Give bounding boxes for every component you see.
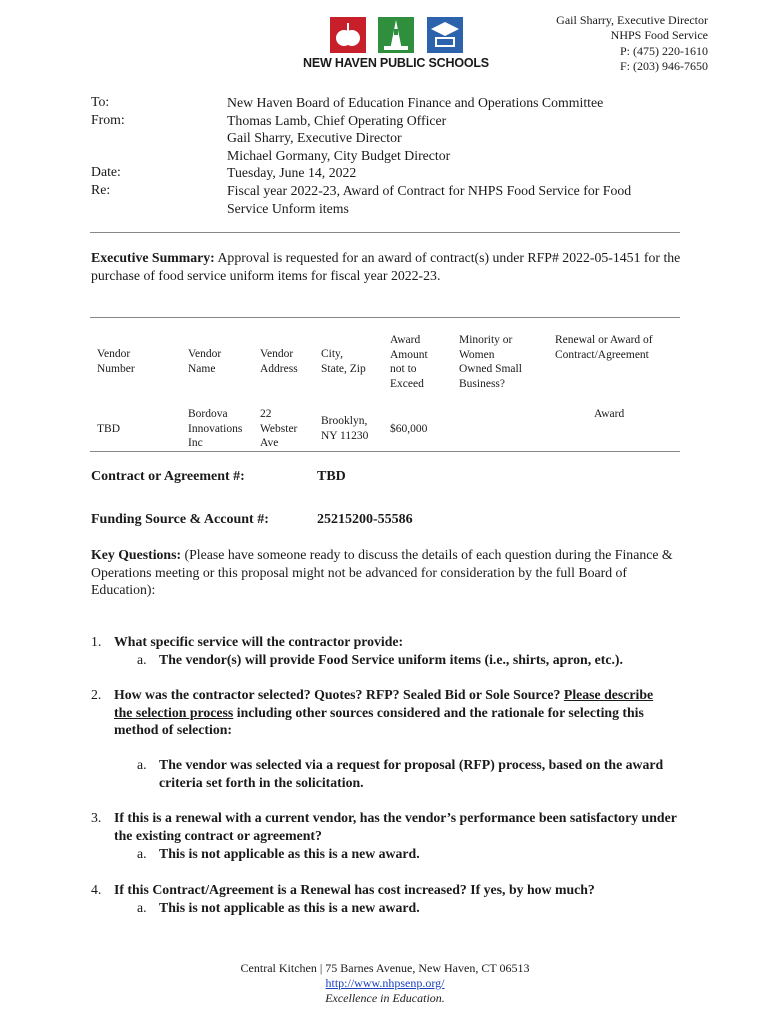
from-value-3: Michael Gormany, City Budget Director	[227, 147, 451, 163]
cell-city	[321, 414, 368, 443]
header-text: Award	[390, 334, 421, 346]
executive-summary	[91, 249, 691, 284]
header-vendor-address	[260, 347, 298, 376]
header-city	[321, 347, 366, 376]
header-text: Number	[97, 362, 135, 375]
header-renewal	[555, 333, 653, 362]
cell-text: Ave	[260, 437, 279, 449]
re-label: Re:	[91, 182, 111, 197]
header-text: Vendor	[97, 348, 131, 360]
answer-text	[159, 899, 679, 917]
summary-label: Executive Summary:	[91, 250, 215, 265]
question-number: 4.	[91, 882, 102, 897]
header-text: Vendor	[188, 348, 222, 360]
cell-text: NY 11230	[321, 429, 369, 442]
question-number: 1.	[91, 634, 102, 649]
answer-text	[159, 651, 699, 669]
header-minority	[459, 333, 522, 391]
header-vendor-name	[188, 347, 221, 376]
header-text: Contract/Agreement	[555, 348, 649, 361]
contact-fax: F: (203) 946-7650	[620, 58, 708, 73]
cell-text: Bordova	[188, 408, 228, 420]
footer-address: Central Kitchen | 75 Barnes Avenue, New Haven, CT 06513	[240, 961, 530, 975]
key-questions-intro	[91, 546, 691, 599]
header-text: Owned Small	[459, 363, 522, 375]
question-text	[114, 686, 674, 739]
header-text: Women	[459, 348, 495, 361]
question-number: 2.	[91, 687, 102, 702]
question-2-text-rest: including other sources considered and the rationale for selecting this method of selection:	[114, 704, 644, 738]
from-label: From:	[91, 112, 125, 127]
header-text: Name	[188, 362, 216, 375]
header-text: Business?	[459, 377, 505, 390]
contact-phone: P: (475) 220-1610	[620, 43, 708, 58]
header-text: not to	[390, 363, 417, 375]
date-label: Date:	[91, 164, 121, 179]
answer-text	[159, 756, 679, 791]
header-text: Renewal or Award of	[555, 334, 653, 346]
header-text: Address	[260, 362, 298, 375]
cell-text: Brooklyn,	[321, 415, 368, 427]
answer-label: a.	[137, 846, 147, 861]
cell-award-amount: $60,000	[390, 423, 428, 435]
question-text	[114, 881, 689, 899]
header-text: Vendor	[260, 348, 294, 360]
footer-tagline: Excellence in Education.	[325, 991, 445, 1005]
re-value-2: Service Unform items	[227, 200, 349, 216]
header-award-amount	[390, 333, 428, 391]
question-2-underline: Please describe the selection process	[114, 687, 654, 720]
answer-label: a.	[137, 900, 147, 915]
funding-label: Funding Source & Account #:	[91, 512, 269, 527]
tower-logo-icon	[378, 17, 414, 53]
contact-block	[556, 13, 708, 74]
footer-link[interactable]: http://www.nhpsenp.org/	[325, 976, 445, 990]
question-text	[114, 633, 684, 651]
cell-text: Innovations	[188, 422, 243, 435]
footer-url-wrap	[0, 976, 770, 991]
cell-vendor-address	[260, 407, 297, 451]
header-text: Minority or	[459, 334, 513, 346]
header-text: City,	[321, 348, 343, 360]
from-value-1: Thomas Lamb, Chief Operating Officer	[227, 112, 447, 128]
divider	[90, 232, 680, 233]
contact-dept: NHPS Food Service	[610, 28, 708, 43]
cell-vendor-number: TBD	[97, 423, 120, 435]
table-bottom-rule	[90, 451, 680, 452]
question-1-text: What specific service will the contractor provide:	[114, 634, 404, 649]
summary-text: Approval is requested for an award of contract(s) under RFP# 2022-05-1451 for the purchase of food service uniform items for fiscal year 2022-23.	[91, 250, 681, 283]
to-value: New Haven Board of Education Finance and Operations Committee	[227, 95, 604, 110]
contract-label: Contract or Agreement #:	[91, 469, 245, 484]
graduation-logo-icon	[427, 17, 463, 53]
contact-name: Gail Sharry, Executive Director	[556, 13, 708, 27]
cell-text: Inc	[188, 437, 203, 449]
key-questions-label: Key Questions:	[91, 547, 182, 562]
answer-label: a.	[137, 652, 147, 667]
table-top-rule	[90, 317, 680, 318]
header-text: Exceed	[390, 377, 424, 390]
question-number: 3.	[91, 810, 102, 825]
question-3-text: If this is a renewal with a current vendor, has the vendor’s performance been satisfactory under the existing contract or agreement?	[114, 810, 677, 843]
cell-renewal: Award	[594, 408, 625, 420]
apple-logo-icon	[330, 17, 366, 53]
cell-vendor-name	[188, 407, 242, 451]
header-text: State, Zip	[321, 362, 366, 375]
key-questions-text: (Please have someone ready to discuss the details of each question during the Finance & Operations meeting or this proposal might not be advanced for consideration by the full Board of Education):	[91, 547, 673, 598]
answer-label: a.	[137, 757, 147, 772]
question-2-text: How was the contractor selected? Quotes? RFP? Sealed Bid or Sole Source?	[114, 687, 564, 702]
header-text: Amount	[390, 348, 428, 361]
funding-value: 25215200-55586	[317, 512, 413, 527]
cell-text: 22	[260, 408, 272, 420]
answer-3-text: This is not applicable as this is a new award.	[159, 846, 420, 861]
district-logo-text: NEW HAVEN PUBLIC SCHOOLS	[303, 56, 489, 70]
from-value-2: Gail Sharry, Executive Director	[227, 130, 402, 146]
answer-text	[159, 845, 679, 863]
date-value: Tuesday, June 14, 2022	[227, 165, 357, 181]
question-text	[114, 809, 689, 844]
answer-2-text: The vendor was selected via a request for proposal (RFP) process, based on the award criteria set forth in the solicitation.	[159, 757, 664, 790]
cell-text: Webster	[260, 422, 298, 435]
answer-4-text: This is not applicable as this is a new award.	[159, 900, 420, 915]
header-vendor-number	[97, 347, 135, 376]
question-4-text: If this Contract/Agreement is a Renewal has cost increased? If yes, by how much?	[114, 882, 595, 897]
re-value-1: Fiscal year 2022-23, Award of Contract for NHPS Food Service for Food	[227, 182, 632, 198]
contract-value: TBD	[317, 469, 346, 484]
to-label: To:	[91, 94, 110, 109]
memo-values	[227, 94, 631, 217]
answer-1-text: The vendor(s) will provide Food Service uniform items (i.e., shirts, apron, etc.).	[159, 652, 623, 667]
